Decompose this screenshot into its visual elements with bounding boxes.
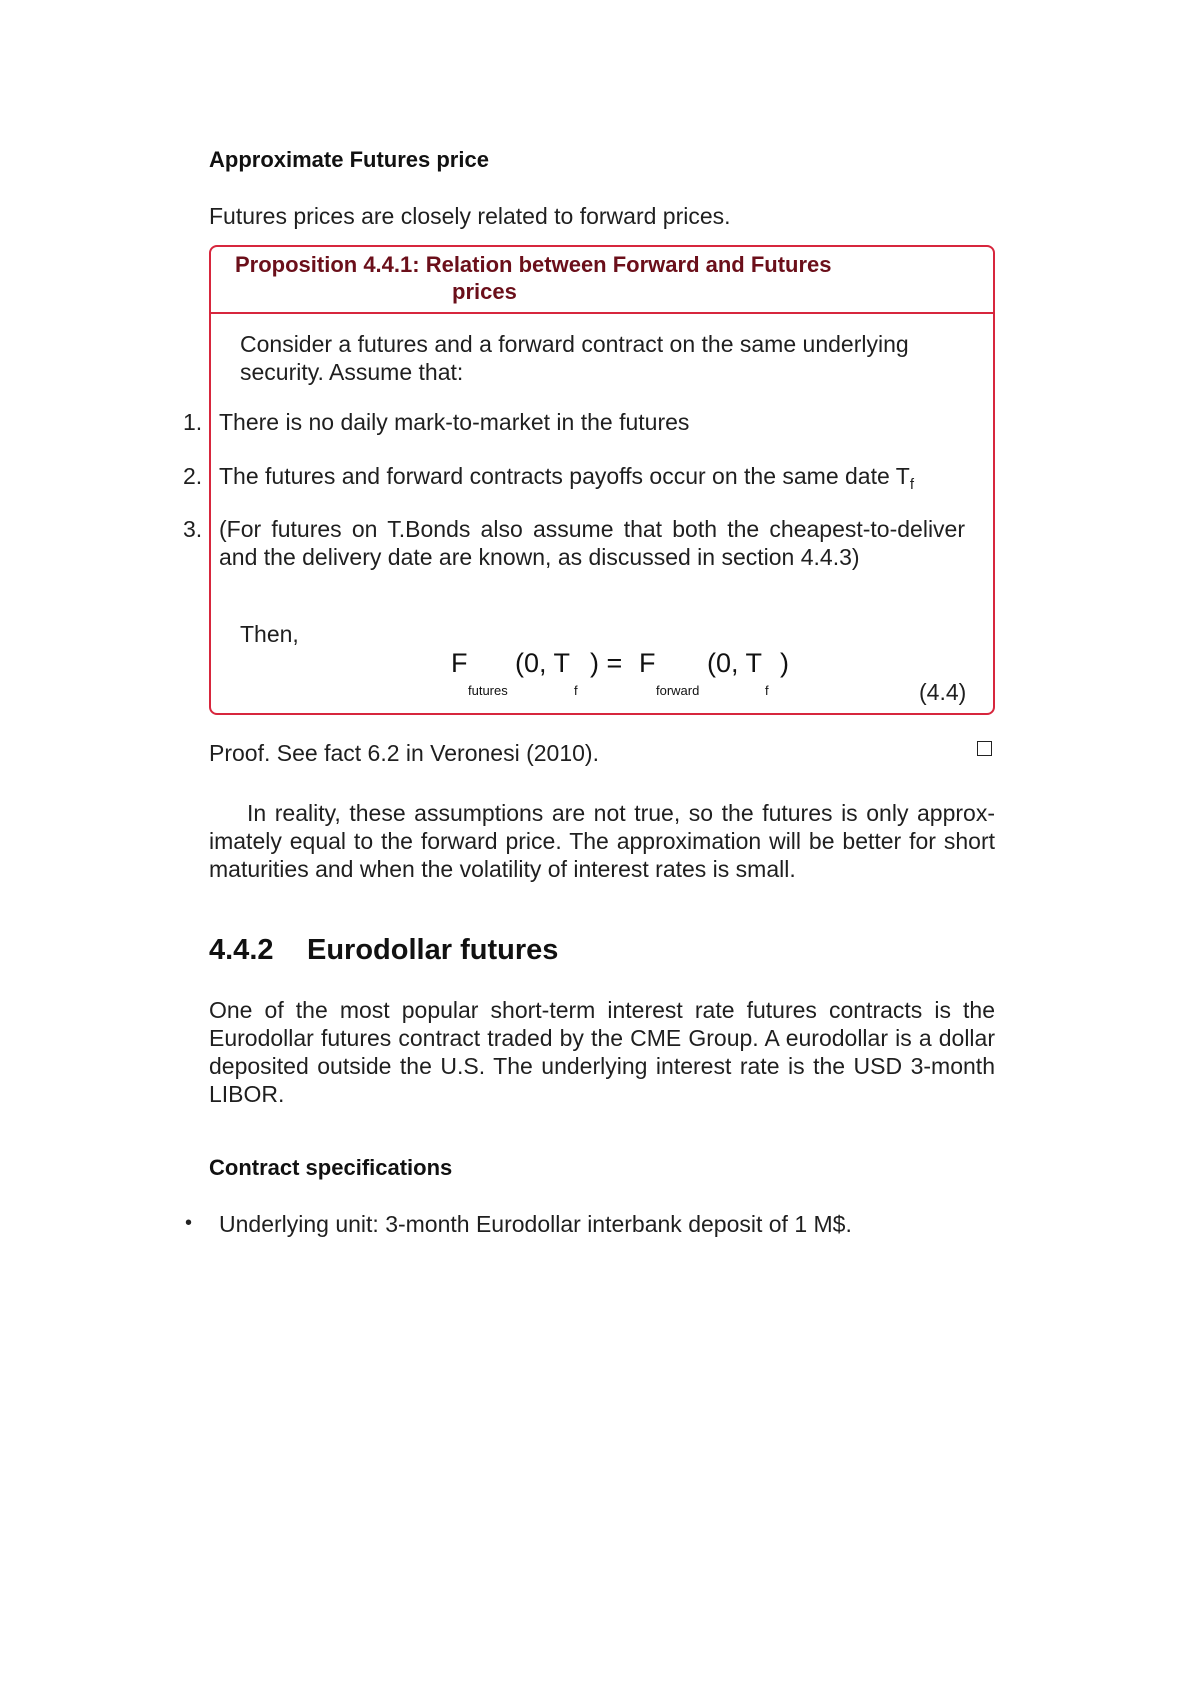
subsection-heading-approximate-futures-price: Approximate Futures price — [209, 147, 489, 172]
reality-paragraph: In reality, these assumptions are not true, so the futures is only approx-imately equal to the forward price. The approximation will be better for short maturities and when the volatility of interest rates is small. — [209, 800, 995, 882]
list-item-text-1: There is no daily mark-to-market in the futures — [219, 409, 690, 435]
eq-sub-f1: f — [574, 683, 578, 698]
section-number: 4.4.2 — [209, 934, 274, 966]
list-item-number-1: 1. — [183, 409, 203, 435]
list-item-2 — [219, 462, 914, 494]
list-item-number-3: 3. — [183, 516, 203, 542]
bullet-item-text: Underlying unit: 3-month Eurodollar interbank deposit of 1 M$. — [219, 1211, 852, 1237]
then-label: Then, — [240, 621, 299, 647]
proposition-title — [235, 251, 935, 305]
qed-square-icon — [977, 741, 992, 756]
contract-specifications-heading: Contract specifications — [209, 1155, 453, 1180]
eq-F-forward: F — [639, 648, 656, 678]
intro-paragraph: Futures prices are closely related to forward prices. — [209, 203, 731, 229]
eq-sub-futures: futures — [468, 683, 508, 698]
proposition-divider — [211, 312, 993, 314]
eq-close-paren: ) — [780, 648, 789, 678]
equation-number: (4.4) — [919, 679, 967, 705]
proposition-title-line1: Proposition 4.4.1: Relation between Forward and Futures — [235, 252, 832, 277]
list-item-text-3: (For futures on T.Bonds also assume that both the cheapest-to-deliver and the delivery date are known, as discussed in section 4.4.3) — [219, 516, 965, 570]
proposition-title-line2: prices — [452, 279, 517, 304]
list-item-2-subscript: f — [909, 476, 914, 493]
proposition-consider-line1: Consider a futures and a forward contract on the same underlying — [240, 331, 909, 357]
list-item-number-2: 2. — [183, 463, 203, 489]
eq-arg-forward: (0, T — [707, 648, 763, 678]
eq-close-equals: ) = — [590, 648, 623, 678]
eq-sub-forward: forward — [656, 683, 700, 698]
eq-sub-f2: f — [765, 683, 769, 698]
list-item-text-2: The futures and forward contracts payoffs occur on the same date T — [219, 463, 910, 489]
bullet-icon: • — [185, 1212, 193, 1234]
eq-arg-futures: (0, T — [515, 648, 571, 678]
section-title: Eurodollar futures — [307, 934, 559, 966]
eq-F-futures: F — [451, 648, 468, 678]
proposition-consider-line2: security. Assume that: — [240, 359, 464, 385]
section-body-paragraph: One of the most popular short-term interest rate futures contracts is the Eurodollar futures contract traded by the CME Group. A eurodollar is a dollar deposited outside the U.S. The underlying interest rate is the USD 3-month LIBOR. — [209, 997, 995, 1107]
proof-text: Proof. See fact 6.2 in Veronesi (2010). — [209, 740, 599, 766]
